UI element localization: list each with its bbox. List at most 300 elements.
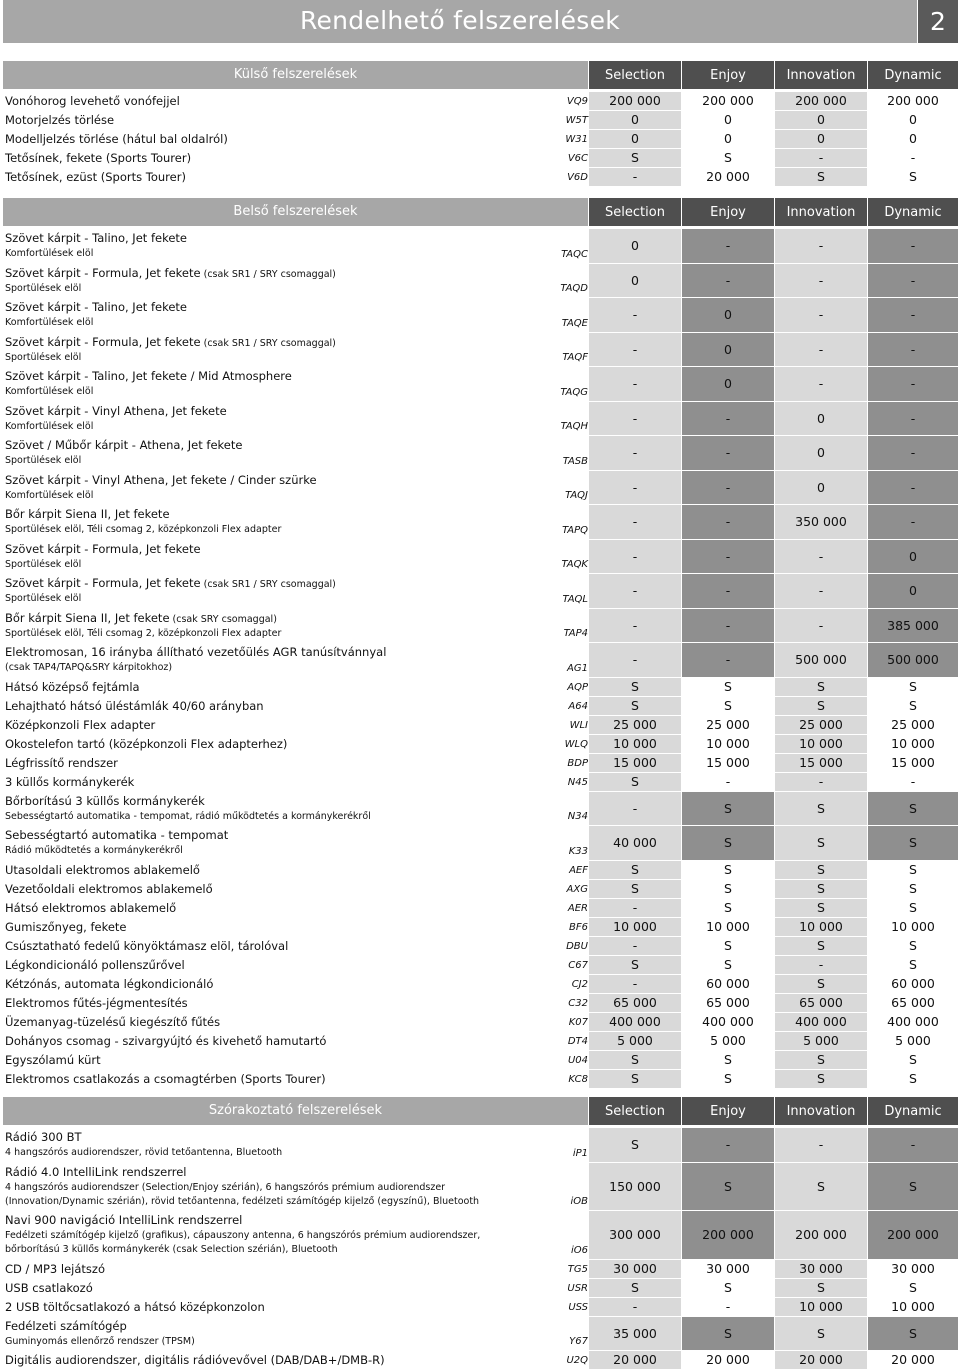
price-cell: 0 [589, 229, 681, 263]
option-code: TAQJ [565, 490, 588, 501]
price-cell: 200 000 [775, 1211, 867, 1259]
price-cell: 500 000 [775, 643, 867, 677]
price-cell: - [589, 333, 681, 367]
option-code: AG1 [567, 662, 588, 674]
price-cell: 10 000 [891, 735, 935, 751]
price-cell: 20 000 [891, 1352, 935, 1367]
price-cell: S [909, 1052, 917, 1067]
price-cell: - [775, 574, 867, 608]
option-code: VQ9 [566, 96, 588, 107]
row-label: Gumiszőnyeg, fekete [5, 920, 127, 934]
table-row [3, 298, 958, 333]
price-cell: S [775, 937, 867, 955]
price-cell: - [868, 229, 958, 263]
price-cell: - [589, 899, 681, 917]
price-cell: 0 [724, 131, 732, 146]
row-label: Vezetőoldali elektromos ablakemelő [5, 882, 213, 896]
row-sublabel: Sebességtartó automatika - tempomat, rádió működtetés a kormánykerékről [5, 810, 371, 822]
row-sublabel: Rádió működtetés a kormánykerékről [5, 845, 183, 856]
price-cell: - [589, 298, 681, 332]
price-cell: 200 000 [887, 93, 939, 108]
section-title: Belső felszerelések [3, 198, 588, 226]
price-cell: S [589, 678, 681, 696]
table-row [3, 149, 958, 168]
row-sublabel: (csak TAP4/TAPQ&SRY kárpitokhoz) [5, 662, 173, 673]
table-row [3, 792, 958, 827]
option-code: U2Q [566, 1355, 588, 1366]
table-row [3, 264, 958, 299]
row-label: Szövet kárpit - Formula, Jet fekete (csak SR1 / SRY csomaggal) [5, 265, 336, 280]
option-code: K07 [568, 1017, 588, 1028]
row-label: Csúsztatható fedelű könyöktámasz elöl, tárolóval [5, 939, 289, 953]
price-cell: - [868, 264, 958, 298]
price-cell: 400 000 [702, 1014, 754, 1029]
price-cell: 30 000 [891, 1260, 935, 1276]
row-sublabel: 4 hangszórós audiorendszer, rövid tetőantenna, Bluetooth [5, 1147, 283, 1158]
price-cell: 25 000 [775, 716, 867, 734]
table-row [3, 402, 958, 437]
price-cell: S [724, 1052, 732, 1067]
option-code: N45 [567, 776, 588, 788]
row-label-note: (csak SR1 / SRY csomaggal) [200, 579, 336, 590]
table-row [3, 1351, 958, 1370]
price-cell: - [775, 773, 867, 791]
price-cell: S [775, 861, 867, 879]
table-row [3, 229, 958, 264]
row-label: 3 küllős kormánykerék [5, 774, 135, 789]
price-cell: 400 000 [887, 1014, 939, 1029]
option-code: U04 [567, 1055, 588, 1066]
row-sublabel: Komfortülések elöl [5, 386, 94, 397]
price-cell: 0 [775, 471, 867, 505]
price-cell: 40 000 [589, 826, 681, 860]
option-code: USS [568, 1301, 588, 1313]
price-cell: - [868, 333, 958, 367]
option-code: TAQE [561, 317, 588, 329]
price-cell: - [868, 436, 958, 470]
price-cell: 5 000 [895, 1033, 931, 1048]
row-sublabel: (Innovation/Dynamic szérián), rövid tetőantenna, fedélzeti számítógép kijelző (egyszínű), Bluetooth [5, 1195, 480, 1207]
price-cell: S [868, 826, 958, 860]
option-code: WLQ [564, 738, 588, 750]
price-cell: S [724, 697, 732, 713]
price-cell: - [589, 792, 681, 826]
option-code: TAQL [562, 593, 588, 605]
option-code: AEF [569, 865, 588, 876]
price-cell: - [682, 471, 774, 505]
option-code: CJ2 [571, 979, 588, 990]
row-label: Modelljelzés törlése (hátul bal oldalról) [5, 132, 228, 146]
option-code: iOB [570, 1196, 588, 1207]
price-cell: S [775, 880, 867, 898]
row-label: Szövet kárpit - Vinyl Athena, Jet fekete [5, 403, 227, 418]
price-cell: 65 000 [706, 995, 750, 1010]
column-header: Innovation [775, 198, 867, 226]
price-cell: - [589, 540, 681, 574]
section-header [3, 1097, 958, 1125]
row-sublabel: Sportülések elöl [5, 558, 82, 570]
price-cell: - [725, 773, 731, 789]
price-cell: 10 000 [589, 918, 681, 936]
price-cell: S [775, 1317, 867, 1351]
option-code: TAQF [562, 352, 588, 363]
row-sublabel: Komfortülések elöl [5, 489, 94, 501]
table-row [3, 1070, 958, 1089]
price-cell: - [868, 1128, 958, 1162]
price-cell: - [725, 1298, 731, 1314]
price-cell: 10 000 [775, 1298, 867, 1316]
price-cell: - [775, 229, 867, 263]
price-cell: - [589, 436, 681, 470]
table-row [3, 130, 958, 149]
price-cell: - [868, 298, 958, 332]
price-cell: 200 000 [682, 1211, 774, 1259]
price-cell: - [682, 402, 774, 436]
price-cell: - [589, 471, 681, 505]
table-row [3, 754, 958, 773]
price-cell: 500 000 [868, 643, 958, 677]
price-cell: 20 000 [706, 169, 750, 184]
column-header: Selection [589, 61, 681, 89]
price-cell: S [589, 956, 681, 974]
price-cell: - [775, 1128, 867, 1162]
price-cell: - [589, 574, 681, 608]
price-cell: S [682, 792, 774, 826]
row-label: CD / MP3 lejátszó [5, 1261, 105, 1276]
option-code: DBU [566, 941, 588, 952]
price-cell: - [682, 505, 774, 539]
table-row [3, 574, 958, 609]
row-sublabel: Komfortülések elöl [5, 317, 94, 328]
section-header [3, 61, 958, 89]
price-cell: S [775, 697, 867, 715]
row-label: Motorjelzés törlése [5, 113, 115, 127]
price-cell: 0 [724, 112, 732, 127]
table-row [3, 505, 958, 540]
table-row [3, 880, 958, 899]
price-cell: S [589, 1051, 681, 1069]
table-row [3, 1163, 958, 1212]
option-code: A64 [568, 700, 588, 712]
price-cell: 15 000 [775, 754, 867, 772]
price-cell: 350 000 [775, 505, 867, 539]
price-cell: S [775, 168, 867, 186]
price-cell: 10 000 [589, 735, 681, 753]
option-code: TAQG [560, 386, 588, 398]
column-header: Selection [589, 198, 681, 226]
column-header: Enjoy [682, 61, 774, 89]
price-cell: 35 000 [589, 1317, 681, 1351]
row-sublabel: Sportülések elöl, Téli csomag 2, középkonzoli Flex adapter [5, 627, 282, 639]
price-cell: 25 000 [589, 716, 681, 734]
column-header: Dynamic [868, 61, 958, 89]
price-cell: - [682, 1128, 774, 1162]
price-cell: - [589, 168, 681, 186]
table-row [3, 333, 958, 368]
column-header: Innovation [775, 1097, 867, 1125]
row-sublabel: Fedélzeti számítógép kijelző (grafikus), cápauszony antenna, 6 hangszórós prémium audiorendszer, [5, 1230, 481, 1241]
price-cell: S [724, 1071, 732, 1086]
price-cell: S [775, 678, 867, 696]
table-row [3, 735, 958, 754]
price-cell: 0 [589, 130, 681, 148]
price-cell: S [724, 678, 732, 694]
table-row [3, 697, 958, 716]
column-header: Innovation [775, 61, 867, 89]
price-cell: 30 000 [589, 1260, 681, 1278]
price-cell: 200 000 [702, 93, 754, 108]
price-cell: - [910, 773, 916, 789]
section-header [3, 198, 958, 226]
row-sublabel: Sportülések elöl [5, 455, 82, 466]
option-code: W5T [565, 115, 588, 126]
price-cell: 60 000 [891, 976, 935, 991]
row-label: Rádió 4.0 IntelliLink rendszerrel [5, 1164, 187, 1179]
price-cell: 10 000 [775, 735, 867, 753]
table-row [3, 168, 958, 187]
price-cell: - [775, 149, 867, 167]
option-code: USR [567, 1282, 588, 1294]
price-cell: S [868, 1317, 958, 1351]
table-row [3, 471, 958, 506]
table-row [3, 826, 958, 861]
price-cell: 400 000 [589, 1013, 681, 1031]
price-cell: S [724, 862, 732, 877]
option-code: V6D [567, 172, 588, 183]
row-sublabel: Sportülések elöl [5, 351, 82, 363]
price-cell: 0 [909, 112, 917, 127]
row-label: Szövet kárpit - Talino, Jet fekete / Mid Atmosphere [5, 369, 292, 383]
price-cell: 20 000 [775, 1351, 867, 1369]
row-label: Fedélzeti számítógép [5, 1318, 127, 1333]
column-header: Enjoy [682, 198, 774, 226]
option-code: TAPQ [562, 524, 588, 536]
row-label: Vonóhorog levehető vonófejjel [5, 94, 180, 108]
price-cell: 0 [589, 111, 681, 129]
option-code: N34 [567, 811, 588, 822]
price-cell: - [775, 540, 867, 574]
table-row [3, 1051, 958, 1070]
row-label: Szövet kárpit - Formula, Jet fekete (csak SR1 / SRY csomaggal) [5, 334, 336, 349]
price-cell: 15 000 [589, 754, 681, 772]
row-label: Utasoldali elektromos ablakemelő [5, 863, 200, 877]
price-cell: S [682, 826, 774, 860]
price-cell: - [775, 298, 867, 332]
price-cell: S [589, 773, 681, 791]
section-title: Szórakoztató felszerelések [3, 1097, 588, 1125]
price-cell: - [589, 937, 681, 955]
price-cell: - [682, 540, 774, 574]
price-cell: - [868, 505, 958, 539]
price-cell: S [909, 678, 917, 694]
price-cell: - [868, 367, 958, 401]
table-row [3, 1260, 958, 1279]
table-row [3, 716, 958, 735]
price-cell: 0 [868, 574, 958, 608]
option-code: TAQK [561, 559, 588, 570]
option-code: AQP [567, 681, 588, 693]
option-code: Y67 [569, 1336, 588, 1347]
price-cell: S [724, 900, 732, 915]
price-cell: 0 [868, 540, 958, 574]
price-cell: - [775, 264, 867, 298]
price-cell: 10 000 [706, 735, 750, 751]
row-label: Digitális audiorendszer, digitális rádióvevővel (DAB/DAB+/DMB-R) [5, 1353, 385, 1367]
row-label: Szövet / Műbőr kárpit - Athena, Jet fekete [5, 438, 243, 452]
price-cell: - [868, 402, 958, 436]
table-row [3, 540, 958, 575]
row-label-note: (csak SR1 / SRY csomaggal) [200, 268, 336, 280]
price-cell: 10 000 [775, 918, 867, 936]
row-label: Hátsó elektromos ablakemelő [5, 901, 177, 915]
row-label: Légfrissítő rendszer [5, 755, 118, 770]
table-row [3, 1317, 958, 1352]
row-label: Szövet kárpit - Vinyl Athena, Jet fekete / Cinder szürke [5, 472, 317, 487]
row-label: Lehajtható hátsó üléstámlák 40/60 arányban [5, 698, 264, 713]
row-label: Elektromos fűtés-jégmentesítés [5, 996, 188, 1010]
table-row [3, 92, 958, 111]
row-label: Szövet kárpit - Talino, Jet fekete [5, 300, 187, 314]
table-row [3, 436, 958, 471]
price-cell: 0 [909, 131, 917, 146]
option-code: TG5 [567, 1263, 588, 1275]
price-cell: 5 000 [589, 1032, 681, 1050]
row-label: Tetősínek, fekete (Sports Tourer) [5, 151, 192, 165]
option-code: WLI [569, 719, 588, 731]
price-cell: - [589, 609, 681, 643]
row-label: Navi 900 navigáció IntelliLink rendszerrel [5, 1213, 243, 1227]
price-cell: S [724, 881, 732, 896]
option-code: iO6 [570, 1244, 588, 1256]
price-cell: - [682, 264, 774, 298]
price-cell: S [868, 792, 958, 826]
row-sublabel: Sportülések elöl [5, 593, 82, 604]
price-cell: 30 000 [775, 1260, 867, 1278]
row-label-note: (csak SR1 / SRY csomaggal) [200, 337, 336, 349]
option-code: W31 [565, 134, 588, 145]
price-cell: 65 000 [891, 995, 935, 1010]
price-cell: - [775, 333, 867, 367]
price-cell: S [775, 975, 867, 993]
price-cell: 200 000 [589, 92, 681, 110]
option-code: KC8 [568, 1074, 588, 1085]
price-cell: - [589, 367, 681, 401]
row-label: Tetősínek, ezüst (Sports Tourer) [5, 170, 186, 184]
price-cell: S [589, 697, 681, 715]
table-row [3, 956, 958, 975]
row-label: Bőr kárpit Siena II, Jet fekete [5, 507, 170, 521]
column-header: Dynamic [868, 198, 958, 226]
option-code: C67 [568, 960, 588, 971]
price-cell: 0 [589, 264, 681, 298]
price-cell: S [724, 938, 732, 953]
price-cell: - [775, 367, 867, 401]
row-label: Kétzónás, automata légkondicionáló [5, 977, 214, 991]
price-cell: 0 [682, 298, 774, 332]
row-label: Dohányos csomag - szivargyújtó és kivehető hamutartó [5, 1034, 327, 1048]
price-cell: - [589, 402, 681, 436]
table-row [3, 773, 958, 792]
price-cell: 20 000 [589, 1351, 681, 1369]
price-cell: 0 [775, 111, 867, 129]
row-label: Egyszólamú kürt [5, 1053, 101, 1067]
price-cell: S [682, 1163, 774, 1211]
table-row [3, 643, 958, 678]
price-cell: S [909, 900, 917, 915]
option-code: BF6 [569, 922, 588, 933]
price-cell: 200 000 [868, 1211, 958, 1259]
price-cell: S [724, 957, 732, 972]
price-cell: S [589, 880, 681, 898]
row-label: Rádió 300 BT [5, 1130, 82, 1144]
page-number: 2 [918, 0, 958, 43]
price-cell: 385 000 [868, 609, 958, 643]
column-header: Dynamic [868, 1097, 958, 1125]
option-code: BDP [567, 757, 588, 769]
price-cell: S [775, 1163, 867, 1211]
price-cell: 0 [682, 367, 774, 401]
price-cell: S [775, 1279, 867, 1297]
price-cell: 400 000 [775, 1013, 867, 1031]
table-row [3, 678, 958, 697]
option-code: TAQD [560, 283, 588, 294]
option-code: V6C [567, 153, 588, 164]
price-cell: S [589, 861, 681, 879]
column-header: Selection [589, 1097, 681, 1125]
price-cell: 30 000 [706, 1260, 750, 1276]
row-sublabel: Komfortülések elöl [5, 420, 94, 432]
price-cell: - [682, 436, 774, 470]
table-row [3, 975, 958, 994]
table-row [3, 367, 958, 402]
price-cell: - [589, 505, 681, 539]
table-row [3, 1128, 958, 1163]
row-sublabel: Sportülések elöl, Téli csomag 2, középkonzoli Flex adapter [5, 524, 282, 535]
page-title: Rendelhető felszerelések [299, 6, 621, 35]
table-row [3, 1279, 958, 1298]
price-cell: - [589, 643, 681, 677]
row-label: Elektromos csatlakozás a csomagtérben (Sports Tourer) [5, 1072, 326, 1086]
row-label-note: (csak SRY csomaggal) [169, 613, 277, 625]
column-header: Enjoy [682, 1097, 774, 1125]
price-cell: S [724, 150, 732, 165]
price-cell: S [909, 169, 917, 184]
price-cell: 15 000 [706, 754, 750, 770]
option-code: AER [567, 903, 588, 914]
row-sublabel: Sportülések elöl [5, 282, 82, 294]
price-cell: - [682, 574, 774, 608]
price-cell: 15 000 [891, 754, 935, 770]
price-cell: S [775, 826, 867, 860]
option-code: DT4 [567, 1036, 588, 1047]
option-code: TASB [562, 455, 588, 467]
row-label: Sebességtartó automatika - tempomat [5, 828, 229, 842]
table-row [3, 1298, 958, 1317]
price-cell: S [724, 1279, 732, 1295]
table-row [3, 918, 958, 937]
price-cell: - [682, 609, 774, 643]
price-cell: - [589, 1298, 681, 1316]
row-sublabel: 4 hangszórós audiorendszer (Selection/Enjoy szérián), 6 hangszórós prémium audiorendszer [5, 1181, 446, 1193]
row-label: Középkonzoli Flex adapter [5, 717, 156, 732]
price-cell: 60 000 [706, 976, 750, 991]
price-cell: 5 000 [775, 1032, 867, 1050]
price-cell: 300 000 [589, 1211, 681, 1259]
price-cell: 5 000 [710, 1033, 746, 1048]
price-cell: S [775, 1070, 867, 1088]
price-cell: S [589, 149, 681, 167]
row-label: Elektromosan, 16 irányba állítható vezetőülés AGR tanúsítvánnyal [5, 645, 387, 659]
